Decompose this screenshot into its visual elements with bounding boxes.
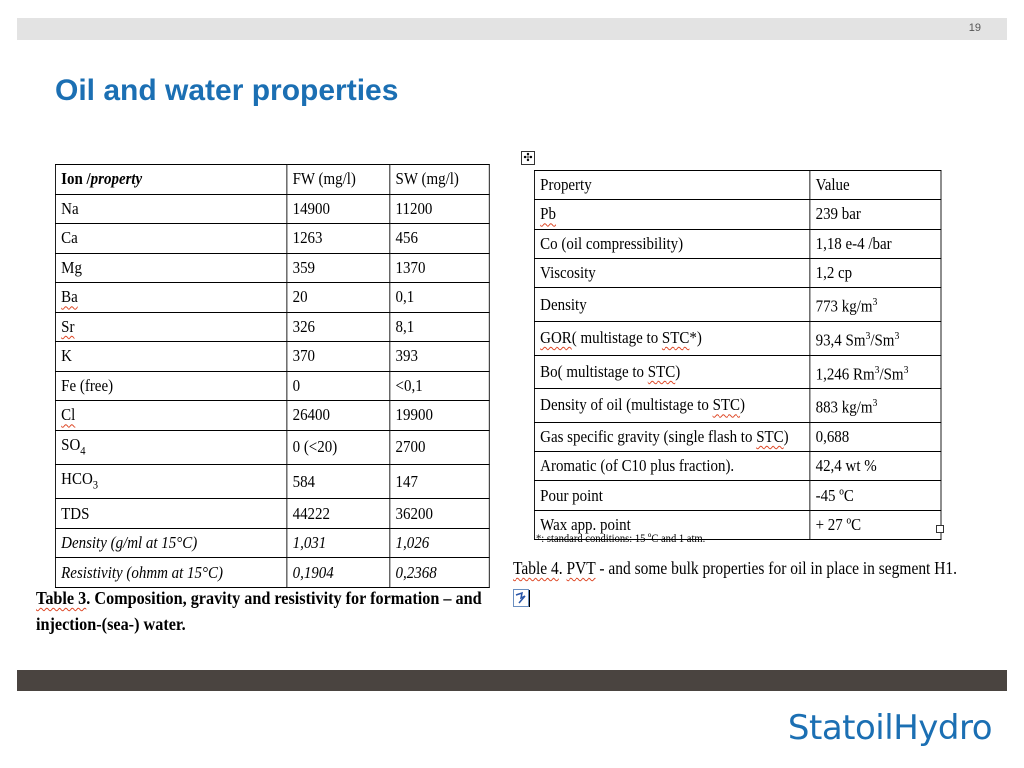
cell-fw: 0,1904 — [287, 558, 390, 588]
cell-ion — [55, 312, 286, 342]
table-row — [55, 253, 489, 283]
table-row — [534, 288, 941, 322]
table-row — [534, 355, 941, 389]
cell-ion: Fe (free) — [55, 371, 286, 401]
spellcheck-flagged-text: Sr — [61, 316, 75, 336]
table-row — [534, 258, 941, 287]
cell-value: 239 bar — [810, 200, 941, 229]
table4-caption — [513, 558, 957, 579]
cell-fw: 44222 — [287, 499, 390, 529]
cell-fw: 1,031 — [287, 528, 390, 558]
table-header-row — [534, 171, 941, 200]
caption-label: Table 3 — [36, 588, 87, 608]
table-row — [55, 558, 489, 588]
header-cell-fw: FW (mg/l) — [287, 165, 390, 195]
table-row — [55, 224, 489, 254]
cell-fw: 0 — [287, 371, 390, 401]
cell-sw: 1,026 — [390, 528, 489, 558]
table-row — [55, 401, 489, 431]
cell-value: -45 ºC — [810, 481, 941, 510]
table-row — [55, 430, 489, 464]
cell-ion: TDS — [55, 499, 286, 529]
cell-sw: <0,1 — [390, 371, 489, 401]
header-cell-value: Value — [810, 171, 941, 200]
cell-fw: 20 — [287, 283, 390, 313]
table-row — [55, 371, 489, 401]
header-cell-sw: SW (mg/l) — [390, 165, 489, 195]
table-row — [534, 229, 941, 258]
paragraph-marker-icon[interactable] — [513, 589, 531, 609]
table3-caption — [36, 585, 513, 637]
cell-sw: 456 — [390, 224, 489, 254]
cell-property: Co (oil compressibility) — [534, 229, 809, 258]
cell-ion: K — [55, 342, 286, 372]
cell-property: Aromatic (of C10 plus fraction). — [534, 452, 809, 481]
cell-fw: 26400 — [287, 401, 390, 431]
cell-sw: 36200 — [390, 499, 489, 529]
cell-sw: 8,1 — [390, 312, 489, 342]
cell-sw: 147 — [390, 464, 489, 498]
table-row — [55, 499, 489, 529]
slide-title: Oil and water properties — [55, 74, 399, 107]
cell-ion: $HCO_3$ — [55, 464, 286, 498]
table-row — [534, 389, 941, 423]
cell-ion: $SO_4$ — [55, 430, 286, 464]
water-composition-table — [55, 164, 490, 588]
table-header-row — [55, 165, 489, 195]
table-row — [55, 283, 489, 313]
cell-ion — [55, 283, 286, 313]
cell-fw: 14900 — [287, 194, 390, 224]
caption-mid: . PVT — [558, 558, 596, 578]
cell-sw: 2700 — [390, 430, 489, 464]
table-row — [55, 194, 489, 224]
pvt-properties-table — [534, 170, 941, 540]
cell-sw: 19900 — [390, 401, 489, 431]
cell-property: Viscosity — [534, 258, 809, 287]
table-row — [534, 452, 941, 481]
cell-fw: 584 — [287, 464, 390, 498]
cell-value: 0,688 — [810, 422, 941, 451]
cell-value: 1,2 cp — [810, 258, 941, 287]
cell-property: Pour point — [534, 481, 809, 510]
table-row — [55, 528, 489, 558]
table-resize-handle-icon[interactable] — [936, 525, 944, 533]
page-number: 19 — [968, 22, 981, 34]
cell-sw: 0,2368 — [390, 558, 489, 588]
cell-property: Bo( multistage to STC) — [534, 355, 809, 389]
cell-fw: 359 — [287, 253, 390, 283]
cell-value: 883 $kg/m^3$ — [810, 389, 941, 423]
cell-property: Wax app. point — [534, 510, 809, 539]
cell-fw: 326 — [287, 312, 390, 342]
cell-ion: Ca — [55, 224, 286, 254]
cell-sw: 0,1 — [390, 283, 489, 313]
spellcheck-flagged-text: Cl — [61, 405, 76, 425]
cell-sw: 393 — [390, 342, 489, 372]
cell-sw: 1370 — [390, 253, 489, 283]
cell-sw: 11200 — [390, 194, 489, 224]
cell-fw: 1263 — [287, 224, 390, 254]
cell-fw: 0 (<20) — [287, 430, 390, 464]
slide-header-bar — [17, 18, 1007, 40]
cell-ion: Resistivity (ohmm at 15°C) — [55, 558, 286, 588]
cell-property: Density of oil (multistage to STC) — [534, 389, 809, 423]
cell-property: GOR( multistage to STC*) — [534, 321, 809, 355]
spellcheck-flagged-text: Ba — [61, 287, 78, 307]
table-row — [534, 321, 941, 355]
cell-property: Density — [534, 288, 809, 322]
spellcheck-flagged-text: Pb — [540, 204, 556, 224]
cell-value: 773 $kg/m^3$ — [810, 288, 941, 322]
cell-ion: Mg — [55, 253, 286, 283]
cell-value: 93,4 Sm$^3$/Sm$^3$ — [810, 321, 941, 355]
cell-ion: Density (g/ml at 15°C) — [55, 528, 286, 558]
cell-fw: 370 — [287, 342, 390, 372]
table-row — [55, 342, 489, 372]
table-row — [534, 200, 941, 229]
cell-value: 1,18 e-4 /bar — [810, 229, 941, 258]
header-cell-property: Property — [534, 171, 809, 200]
cell-property: Gas specific gravity (single flash to STC) — [534, 422, 809, 451]
caption-text: . Composition, gravity and resistivity for formation – and injection-(sea-) water. — [36, 588, 482, 634]
table-row — [55, 312, 489, 342]
company-logo: StatoilHydro — [787, 708, 992, 748]
table4-footnote: *: standard conditions: 15 ºC and 1 atm. — [536, 531, 706, 545]
caption-text: - and some bulk properties for oil in place in segment H1. — [595, 558, 958, 578]
table-row — [55, 464, 489, 498]
cell-value: 1,246 Rm$^3$/Sm$^3$ — [810, 355, 941, 389]
table-move-handle-icon[interactable]: ✣ — [521, 151, 535, 165]
cell-property — [534, 200, 809, 229]
table-row — [534, 481, 941, 510]
caption-label: Table 4 — [513, 558, 559, 578]
cell-value: 42,4 wt % — [810, 452, 941, 481]
header-cell-property: Ion /property — [55, 165, 286, 195]
slide-footer-bar — [17, 670, 1007, 691]
cell-value: + 27 ºC — [810, 510, 941, 539]
cell-ion: Na — [55, 194, 286, 224]
table-row — [534, 422, 941, 451]
cell-ion — [55, 401, 286, 431]
